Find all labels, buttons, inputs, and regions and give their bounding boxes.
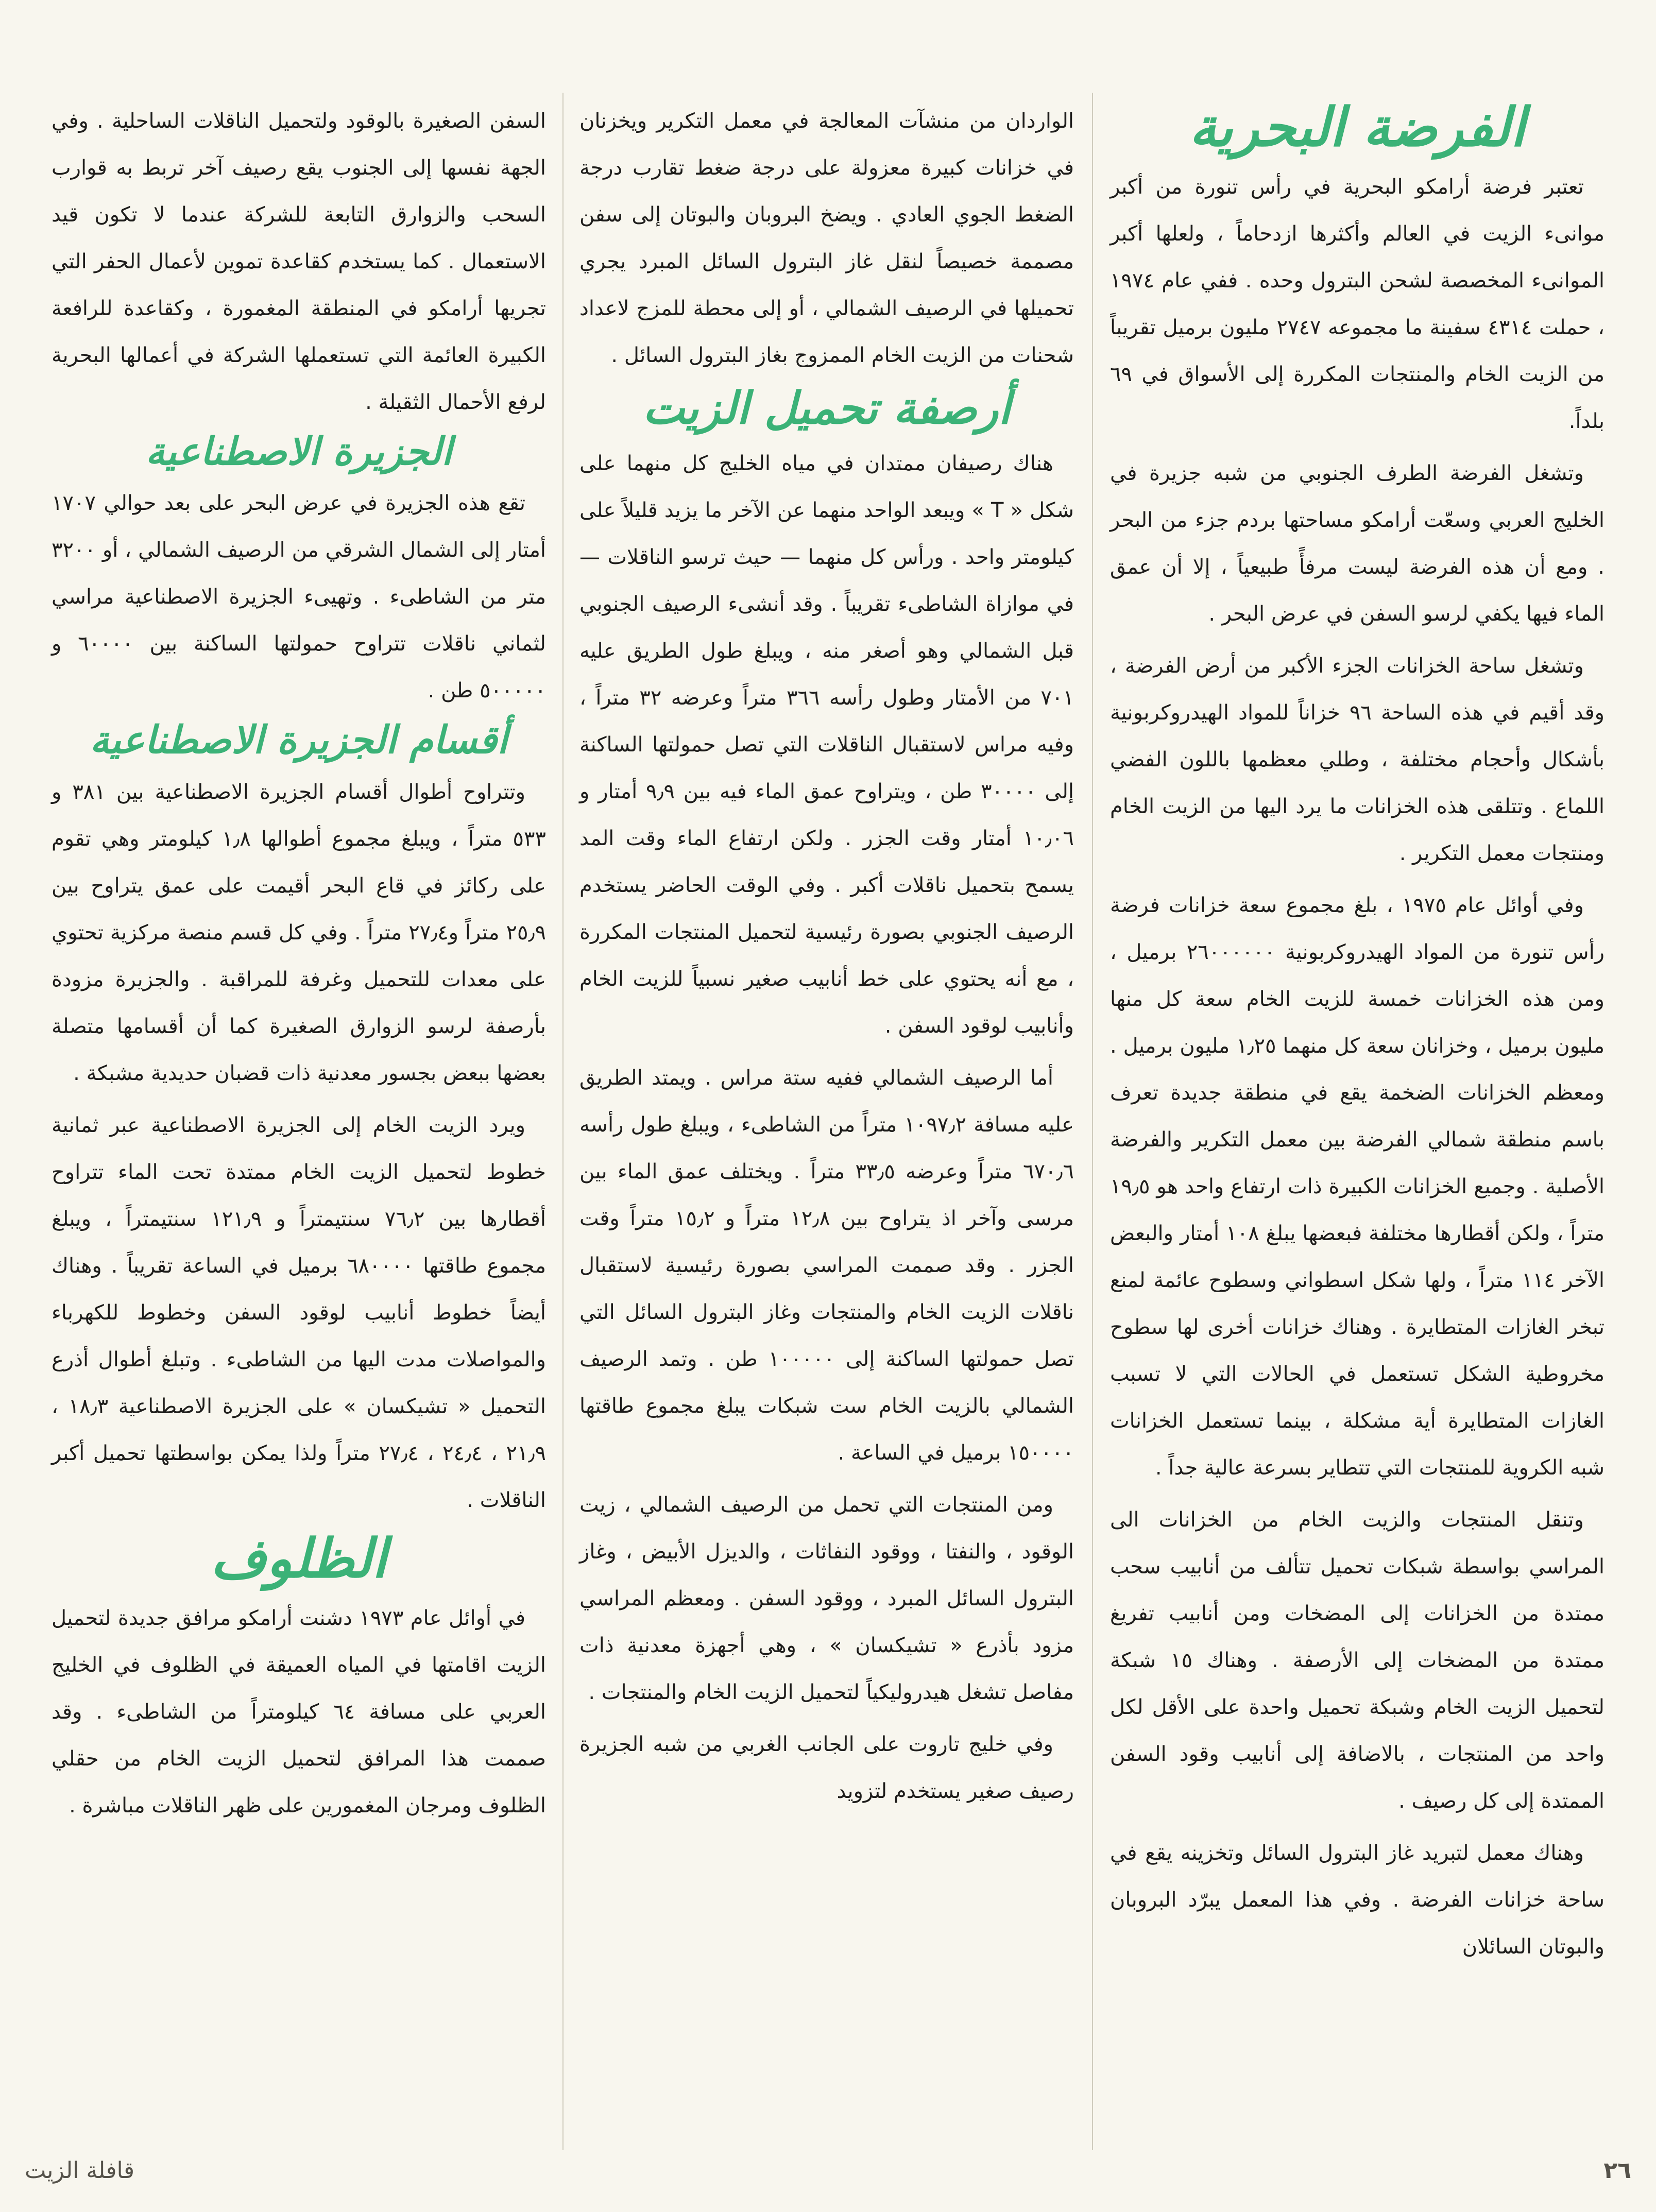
paragraph: السفن الصغيرة بالوقود ولتحميل الناقلات الساحلية . وفي الجهة نفسها إلى الجنوب يقع رصيف آخر تربط به قوارب السحب والزوارق التابعة للشركة عندما لا تكون قيد الاستعمال . كما يستخدم كقاعدة تموين لأعمال الحفر التي تجريها أرامكو في المنطقة المغمورة ، وكقاعدة للرافعة الكبيرة العائمة التي تستعملها الشركة في أعمالها البحرية لرفع الأحمال الثقيلة . bbox=[52, 109, 546, 414]
paragraph: الواردان من منشآت المعالجة في معمل التكرير ويخزنان في خزانات كبيرة معزولة على درجة ضغط تقارب درجة الضغط الجوي العادي . ويضخ البروبان والبوتان إلى سفن مصممة خصيصاً لنقل غاز البترول السائل المبرد يجري تحميلها في الرصيف الشمالي ، أو إلى محطة للمزج لاعداد شحنات من الزيت الخام الممزوج بغاز البترول السائل . bbox=[579, 109, 1074, 367]
heading-zuluf: الظلوف bbox=[211, 1526, 387, 1590]
paragraph: وتتراوح أطوال أقسام الجزيرة الاصطناعية بين ٣٨١ و ٥٣٣ متراً ، ويبلغ مجموع أطوالها ١٫٨ كيلومتر وهي تقوم على ركائز في قاع البحر أقيمت على عمق يتراوح بين ٢٥٫٩ متراً و٢٧٫٤ متراً . وفي كل قسم منصة مركزية تحتوي على معدات للتحميل وغرفة للمراقبة . والجزيرة مزودة بأرصفة لرسو الزوارق الصغيرة كما أن أقسامها متصلة بعضها ببعض بجسور معدنية ذات قضبان حديدية مشبكة . bbox=[52, 780, 546, 1085]
column-middle bbox=[579, 98, 1074, 1820]
heading-island-sections: أقسام الجزيرة الاصطناعية bbox=[90, 718, 508, 763]
paragraph: ومن المنتجات التي تحمل من الرصيف الشمالي ، زيت الوقود ، والنفتا ، ووقود النفاثات ، والديزل الأبيض ، وغاز البترول السائل المبرد ، ووقود السفن . ومعظم المراسي مزود بأذرع « تشيكسان » ، وهي أجهزة معدنية ذات مفاصل تشغل هيدروليكياً لتحميل الزيت الخام والمنتجات . bbox=[579, 1493, 1074, 1704]
paragraph: وتشغل ساحة الخزانات الجزء الأكبر من أرض الفرضة ، وقد أقيم في هذه الساحة ٩٦ خزاناً للمواد الهيدروكربونية بأشكال وأحجام مختلفة ، وطلي معظمها باللون الفضي اللماع . وتتلقى هذه الخزانات ما يرد اليها من الزيت الخام ومنتجات معمل التكرير . bbox=[1110, 654, 1604, 866]
column-divider bbox=[562, 93, 564, 2150]
paragraph: وفي أوائل عام ١٩٧٥ ، بلغ مجموع سعة خزانات فرضة رأس تنورة من المواد الهيدروكربونية ٢٦٠٠٠٠٠٠ برميل ، ومن هذه الخزانات خمسة للزيت الخام سعة كل منها مليون برميل ، وخزانان سعة كل منهما ١٫٢٥ مليون برميل . ومعظم الخزانات الضخمة يقع في منطقة جديدة تعرف باسم منطقة شمالي الفرضة بين معمل التكرير والفرضة الأصلية . وجميع الخزانات الكبيرة ذات ارتفاع واحد هو ١٩٫٥ متراً ، ولكن أقطارها مختلفة فبعضها يبلغ ١٠٨ أمتار والبعض الآخر ١١٤ متراً ، ولها شكل اسطواني وسطوح عائمة لمنع تبخر الغازات المتطايرة . وهناك خزانات أخرى لها سطوح مخروطية الشكل تستعمل في الحالات التي لا تسبب الغازات المتطايرة أية مشكلة ، بينما تستعمل الخزانات شبه الكروية للمنتجات التي تتطاير بسرعة عالية جداً . bbox=[1110, 894, 1605, 1480]
page-number: ٢٦ bbox=[1603, 2157, 1631, 2184]
paragraph: تقع هذه الجزيرة في عرض البحر على بعد حوالي ١٧٠٧ أمتار إلى الشمال الشرقي من الرصيف الشمالي ، أو ٣٢٠٠ متر من الشاطىء . وتهيىء الجزيرة الاصطناعية مراسي لثماني ناقلات تتراوح حمولتها الساكنة بين ٦٠٠٠٠ و ٥٠٠٠٠٠ طن . bbox=[52, 491, 546, 703]
paragraph: هناك رصيفان ممتدان في مياه الخليج كل منهما على شكل « T » ويبعد الواحد منهما عن الآخر ما يزيد قليلاً على كيلومتر واحد . ورأس كل منهما — حيث ترسو الناقلات — في موازاة الشاطىء تقريباً . وقد أنشىء الرصيف الجنوبي قبل الشمالي وهو أصغر منه ، ويبلغ طول الطريق عليه ٧٠١ من الأمتار وطول رأسه ٣٦٦ متراً وعرضه ٣٢ متراً ، وفيه مراس لاستقبال الناقلات التي تصل حمولتها الساكنة إلى ٣٠٠٠٠ طن ، ويتراوح عمق الماء فيه بين ٩٫٩ أمتار و ١٠٫٠٦ أمتار وقت الجزر . ولكن ارتفاع الماء وقت المد يسمح بتحميل ناقلات أكبر . وفي الوقت الحاضر يستخدم الرصيف الجنوبي بصورة رئيسية لتحميل المنتجات المكررة ، مع أنه يحتوي على خط أنابيب صغير نسبياً للزيت الخام وأنابيب لوقود السفن . bbox=[579, 451, 1074, 1038]
paragraph: في أوائل عام ١٩٧٣ دشنت أرامكو مرافق جديدة لتحميل الزيت اقامتها في المياه العميقة في الظلوف في الخليج العربي على مسافة ٦٤ كيلومتراً من الشاطىء . وقد صممت هذا المرافق لتحميل الزيت الخام من حقلي الظلوف ومرجان المغمورين على ظهر الناقلات مباشرة . bbox=[52, 1606, 546, 1818]
heading-loading-piers: أرصفة تحميل الزيت bbox=[642, 382, 1011, 434]
paragraph: تعتبر فرضة أرامكو البحرية في رأس تنورة من أكبر موانىء الزيت في العالم وأكثرها ازدحاماً ، ولعلها أكبر الموانىء المخصصة لشحن البترول وحده . ففي عام ١٩٧٤ ، حملت ٤٣١٤ سفينة ما مجموعه ٢٧٤٧ مليون برميل تقريباً من الزيت الخام والمنتجات المكررة إلى الأسواق في ٦٩ بلداً. bbox=[1110, 175, 1604, 434]
paragraph: وتشغل الفرضة الطرف الجنوبي من شبه جزيرة في الخليج العربي وسعّت أرامكو مساحتها بردم جزء من البحر . ومع أن هذه الفرضة ليست مرفأً طبيعياً ، إلا أن عمق الماء فيها يكفي لرسو السفن في عرض البحر . bbox=[1110, 461, 1604, 626]
heading-ras-tanura: الفرضة البحرية bbox=[1189, 95, 1526, 159]
magazine-name: قافلة الزيت bbox=[25, 2157, 134, 2184]
paragraph: أما الرصيف الشمالي ففيه ستة مراس . ويمتد الطريق عليه مسافة ١٠٩٧٫٢ متراً من الشاطىء ، ويبلغ طول رأسه ٦٧٠٫٦ متراً وعرضه ٣٣٫٥ متراً . ويختلف عمق الماء بين مرسى وآخر اذ يتراوح بين ١٢٫٨ متراً و ١٥٫٢ متراً وقت الجزر . وقد صممت المراسي بصورة رئيسية لاستقبال ناقلات الزيت الخام والمنتجات وغاز البترول السائل التي تصل حمولتها الساكنة إلى ١٠٠٠٠٠ طن . وتمد الرصيف الشمالي بالزيت الخام ست شبكات يبلغ مجموع طاقتها ١٥٠٠٠٠ برميل في الساعة . bbox=[579, 1066, 1074, 1465]
column-right bbox=[1110, 95, 1605, 1976]
paragraph: ويرد الزيت الخام إلى الجزيرة الاصطناعية عبر ثمانية خطوط لتحميل الزيت الخام ممتدة تحت الماء تتراوح أقطارها بين ٧٦٫٢ سنتيمتراً و ١٢١٫٩ سنتيمتراً ، ويبلغ مجموع طاقتها ٦٨٠٠٠٠ برميل في الساعة تقريباً . وهناك أيضاً خطوط أنابيب لوقود السفن وخطوط للكهرباء والمواصلات مدت اليها من الشاطىء . وتبلغ أطوال أذرع التحميل « تشيكسان » على الجزيرة الاصطناعية ١٨٫٣ ، ٢١٫٩ ، ٢٤٫٤ ، ٢٧٫٤ متراً ولذا يمكن بواسطتها تحميل أكبر الناقلات . bbox=[52, 1113, 547, 1512]
column-left bbox=[52, 98, 546, 1834]
paragraph: وهناك معمل لتبريد غاز البترول السائل وتخزينه يقع في ساحة خزانات الفرضة . وفي هذا المعمل يبرّد البروبان والبوتان السائلان bbox=[1110, 1841, 1604, 1959]
paragraph: وتنقل المنتجات والزيت الخام من الخزانات الى المراسي بواسطة شبكات تحميل تتألف من أنابيب سحب ممتدة من الخزانات إلى المضخات ومن أنابيب تفريغ ممتدة من المضخات إلى الأرصفة . وهناك ١٥ شبكة لتحميل الزيت الخام وشبكة تحميل واحدة على الأقل لكل واحد من المنتجات ، بالاضافة إلى أنابيب وقود السفن الممتدة إلى كل رصيف . bbox=[1110, 1508, 1605, 1813]
heading-artificial-island: الجزيرة الاصطناعية bbox=[145, 430, 452, 474]
column-divider bbox=[1092, 93, 1093, 2150]
paragraph: وفي خليج تاروت على الجانب الغربي من شبه الجزيرة رصيف صغير يستخدم لتزويد bbox=[579, 1732, 1074, 1803]
